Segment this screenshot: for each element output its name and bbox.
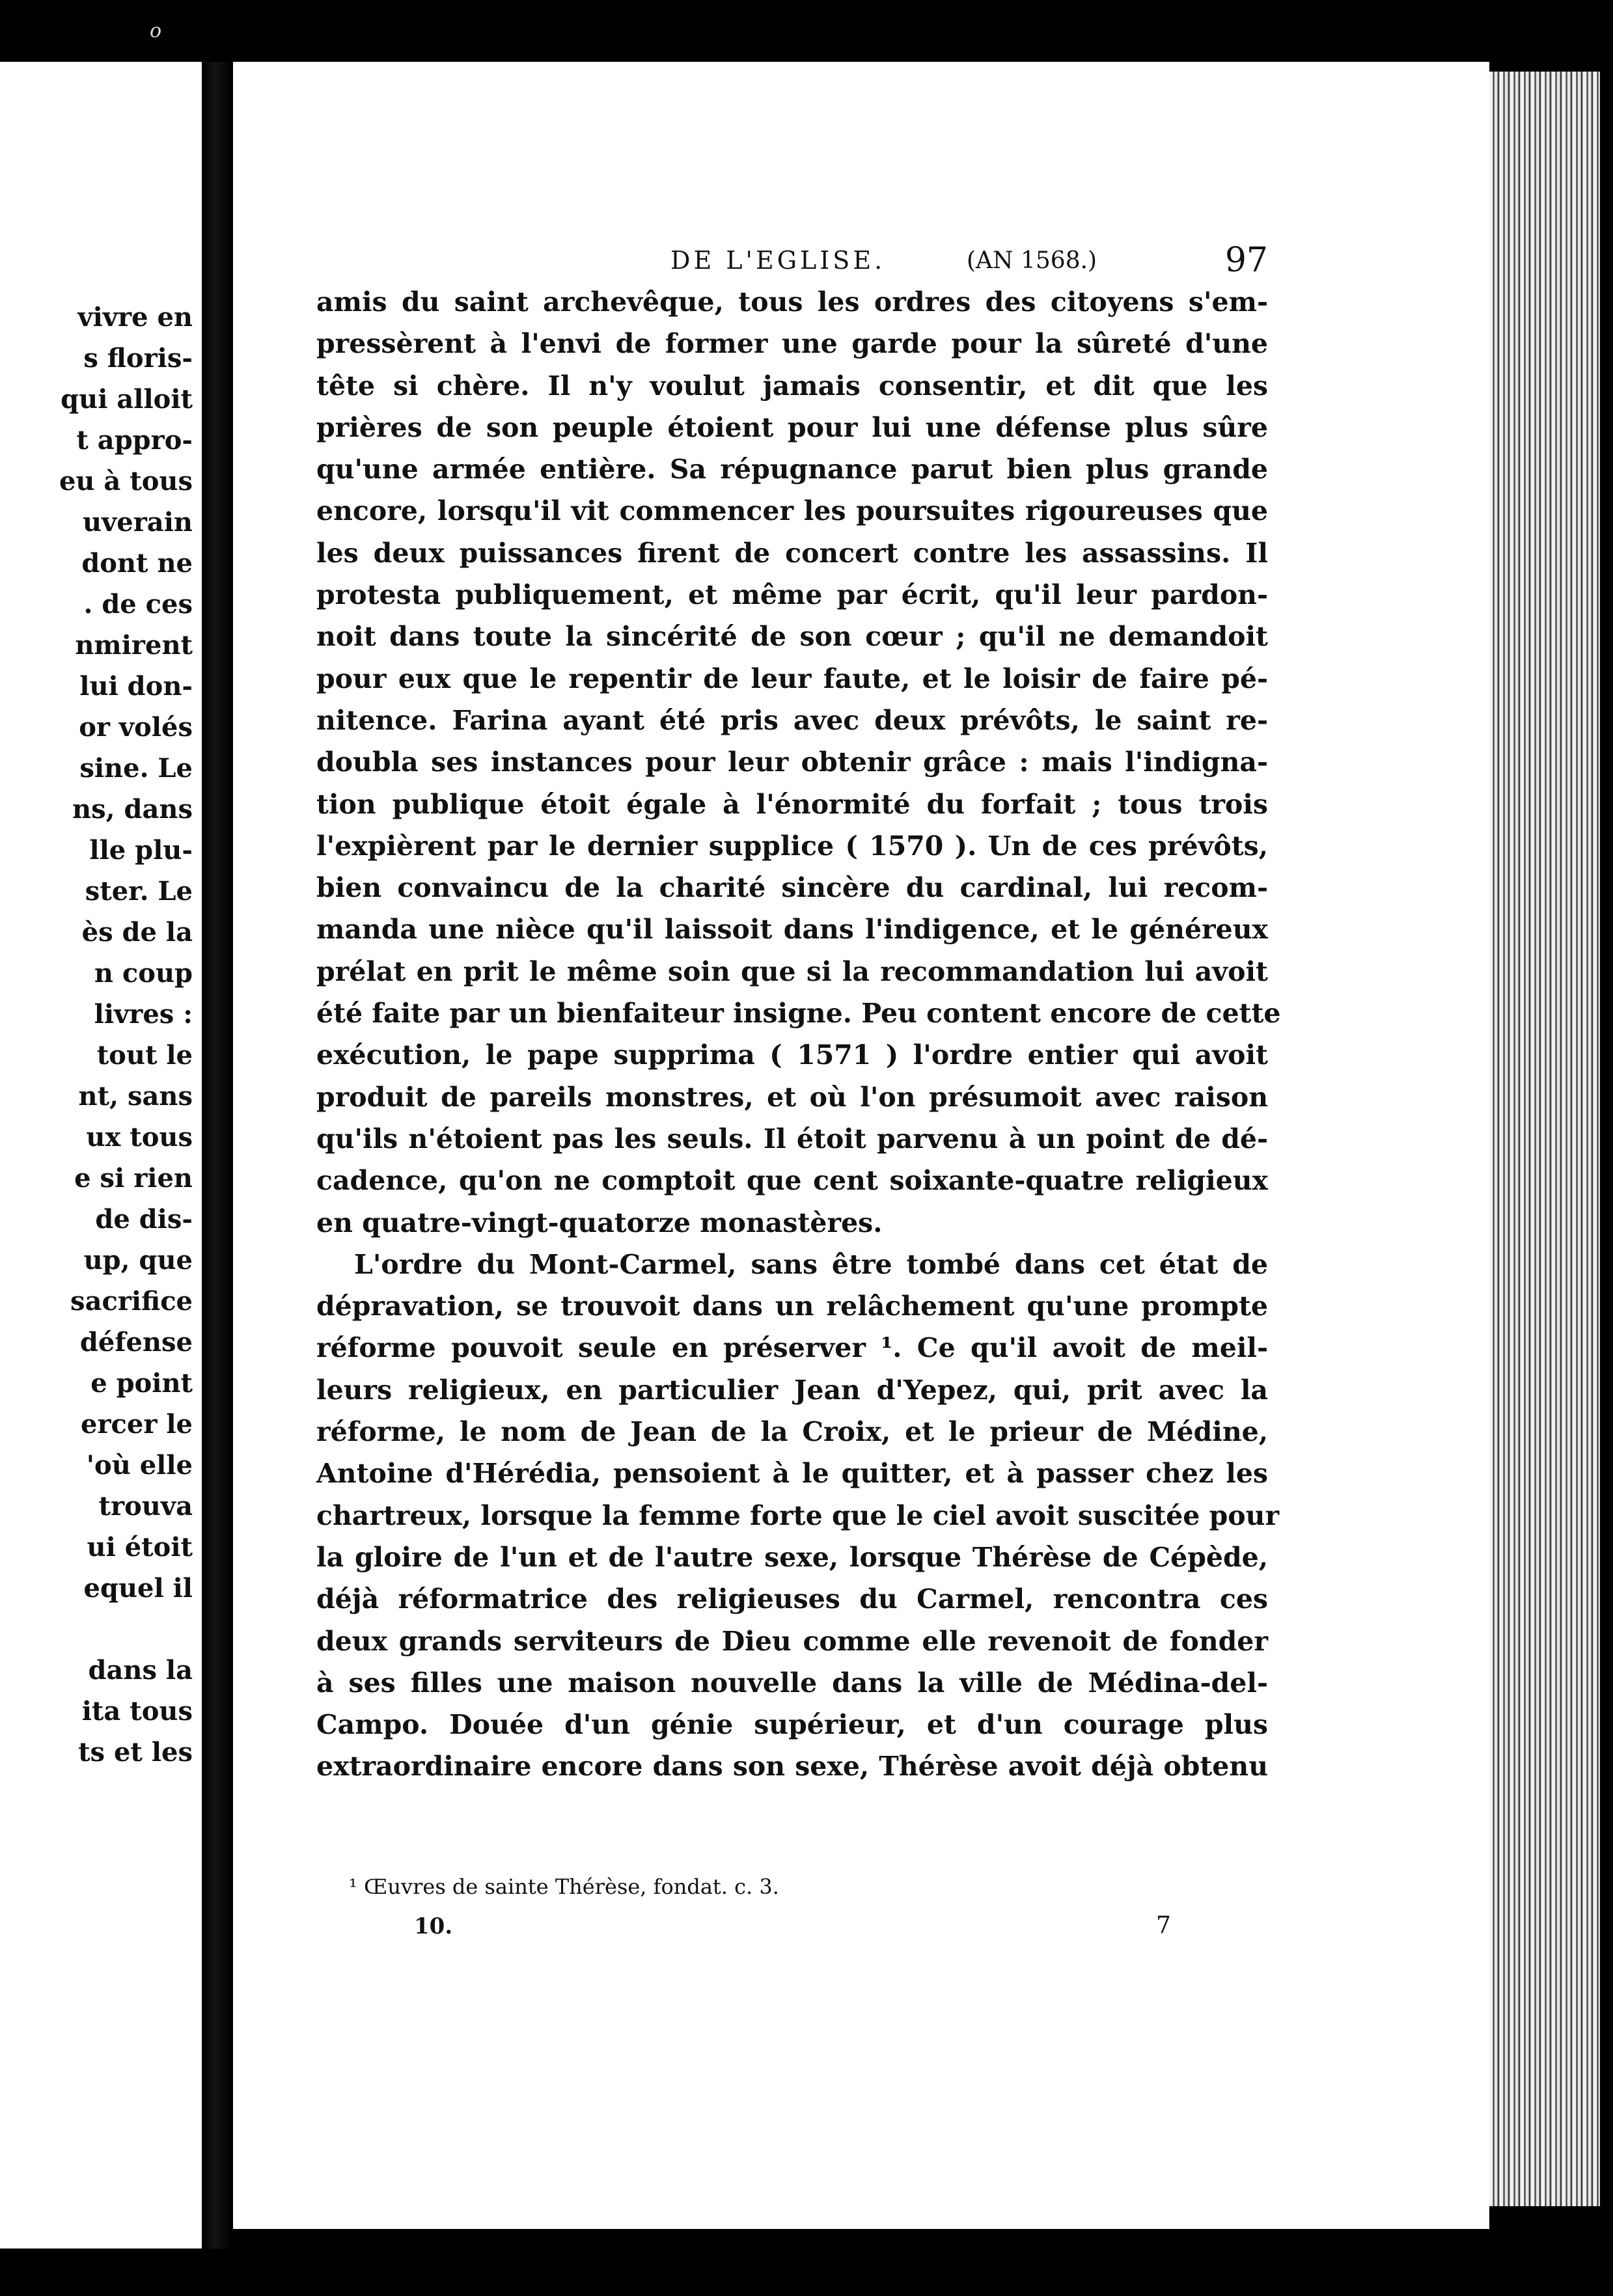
- left-line: tout le: [96, 1040, 193, 1071]
- left-line: livres :: [94, 999, 193, 1030]
- text-line: l'expièrent par le dernier supplice ( 1570 ). Un de ces prévôts,: [316, 830, 1268, 862]
- book-gutter: [202, 62, 233, 2248]
- text-line: amis du saint archevêque, tous les ordres des citoyens s'em-: [316, 286, 1268, 318]
- left-line: ts et les: [78, 1737, 193, 1768]
- left-line: sine. Le: [79, 753, 193, 784]
- left-line: ercer le: [81, 1409, 193, 1440]
- text-line: manda une nièce qu'il laissoit dans l'indigence, et le généreux: [316, 914, 1268, 946]
- scan-corner-mark: o: [150, 20, 162, 42]
- volume-signature: 10.: [414, 1913, 453, 1939]
- left-line: . de ces: [83, 589, 193, 620]
- left-line: s floris-: [83, 343, 193, 374]
- left-line: eu à tous: [59, 466, 193, 497]
- text-line: exécution, le pape supprima ( 1571 ) l'ordre entier qui avoit: [316, 1039, 1268, 1071]
- left-line: nmirent: [75, 630, 193, 661]
- text-line: doubla ses instances pour leur obtenir grâce : mais l'indigna-: [316, 746, 1268, 778]
- text-line: prélat en prit le même soin que si la recommandation lui avoit: [316, 955, 1268, 987]
- text-line: Antoine d'Hérédia, pensoient à le quitter, et à passer chez les: [316, 1458, 1268, 1490]
- year-note: (AN 1568.): [967, 247, 1097, 274]
- text-line: réforme, le nom de Jean de la Croix, et le prieur de Médine,: [316, 1416, 1268, 1448]
- left-line: e si rien: [74, 1163, 193, 1194]
- text-line: les deux puissances firent de concert contre les assassins. Il: [316, 537, 1268, 569]
- left-line: uverain: [82, 507, 193, 538]
- text-line: prières de son peuple étoient pour lui une défense plus sûre: [316, 411, 1268, 443]
- footnote: ¹ Œuvres de sainte Thérèse, fondat. c. 3.: [349, 1874, 779, 1899]
- text-line: leurs religieux, en particulier Jean d'Yepez, qui, prit avec la: [316, 1374, 1268, 1406]
- running-title: DE L'EGLISE.: [670, 246, 886, 275]
- left-line: 'où elle: [86, 1450, 193, 1481]
- text-line: pour eux que le repentir de leur faute, et le loisir de faire pé-: [316, 663, 1268, 694]
- left-line: ès de la: [81, 917, 193, 948]
- left-line: dans la: [88, 1655, 193, 1686]
- text-line: pressèrent à l'envi de former une garde pour la sûreté d'une: [316, 328, 1268, 360]
- left-line: lui don-: [79, 671, 193, 702]
- text-line: qu'une armée entière. Sa répugnance parut bien plus grande: [316, 454, 1268, 485]
- text-line: nitence. Farina ayant été pris avec deux prévôts, le saint re-: [316, 704, 1268, 736]
- left-line: t appro-: [76, 425, 193, 456]
- left-line: n coup: [94, 958, 193, 989]
- text-line: déjà réformatrice des religieuses du Carmel, rencontra ces: [316, 1583, 1268, 1615]
- body-text: [316, 281, 1281, 1788]
- text-line: dépravation, se trouvoit dans un relâchement qu'une prompte: [316, 1291, 1268, 1322]
- left-line: or volés: [79, 712, 193, 743]
- left-line: ux tous: [86, 1122, 193, 1153]
- text-line: la gloire de l'un et de l'autre sexe, lorsque Thérèse de Cépède,: [316, 1541, 1268, 1573]
- left-line: défense: [79, 1327, 193, 1358]
- text-line: produit de pareils monstres, et où l'on présumoit avec raison: [316, 1081, 1268, 1113]
- text-line: réforme pouvoit seule en préserver ¹. Ce qu'il avoit de meil-: [316, 1332, 1268, 1364]
- text-line: L'ordre du Mont-Carmel, sans être tombé dans cet état de: [354, 1248, 1268, 1280]
- left-line: ui étoit: [87, 1532, 193, 1563]
- page-number: 97: [1224, 241, 1268, 280]
- left-line: de dis-: [95, 1204, 193, 1235]
- text-line: à ses filles une maison nouvelle dans la ville de Médina-del-: [316, 1667, 1268, 1699]
- text-line: protesta publiquement, et même par écrit, qu'il leur pardon-: [316, 579, 1268, 611]
- text-line: bien convaincu de la charité sincère du cardinal, lui recom-: [316, 872, 1268, 904]
- text-line: deux grands serviteurs de Dieu comme elle revenoit de fonder: [316, 1625, 1268, 1657]
- text-line: qu'ils n'étoient pas les seuls. Il étoit parvenu à un point de dé-: [316, 1123, 1268, 1155]
- left-line: ns, dans: [72, 794, 193, 825]
- left-line: ita tous: [81, 1696, 193, 1727]
- left-line: nt, sans: [78, 1081, 193, 1112]
- left-line: qui alloit: [61, 384, 193, 415]
- left-line: sacrifice: [70, 1286, 193, 1317]
- text-line: extraordinaire encore dans son sexe, Thérèse avoit déjà obtenu: [316, 1751, 1268, 1783]
- text-line: tion publique étoit égale à l'énormité du forfait ; tous trois: [316, 788, 1268, 820]
- left-line: equel il: [83, 1573, 193, 1604]
- text-line: été faite par un bienfaiteur insigne. Peu content encore de cette: [316, 998, 1281, 1030]
- text-line: en quatre-vingt-quatorze monastères.: [316, 1207, 883, 1238]
- text-line: Campo. Douée d'un génie supérieur, et d'un courage plus: [316, 1709, 1268, 1741]
- page-edges: [1489, 72, 1600, 2206]
- text-line: encore, lorsqu'il vit commencer les poursuites rigoureuses que: [316, 495, 1268, 527]
- text-line: cadence, qu'on ne comptoit que cent soixante-quatre religieux: [316, 1165, 1268, 1197]
- gathering-mark: 7: [1156, 1912, 1171, 1939]
- left-line: up, que: [83, 1245, 193, 1276]
- left-line: dont ne: [81, 548, 193, 579]
- left-page-fragment: [0, 62, 202, 2248]
- text-line: tête si chère. Il n'y voulut jamais consentir, et dit que les: [316, 370, 1268, 402]
- text-line: chartreux, lorsque la femme forte que le ciel avoit suscitée pour: [316, 1499, 1280, 1531]
- text-line: noit dans toute la sincérité de son cœur ; qu'il ne demandoit: [316, 621, 1268, 653]
- left-line: e point: [90, 1368, 193, 1399]
- left-line: vivre en: [77, 302, 193, 333]
- left-line: ster. Le: [85, 876, 193, 907]
- left-line: lle plu-: [89, 835, 193, 866]
- page-header: [670, 241, 1268, 280]
- left-line: trouva: [98, 1491, 193, 1522]
